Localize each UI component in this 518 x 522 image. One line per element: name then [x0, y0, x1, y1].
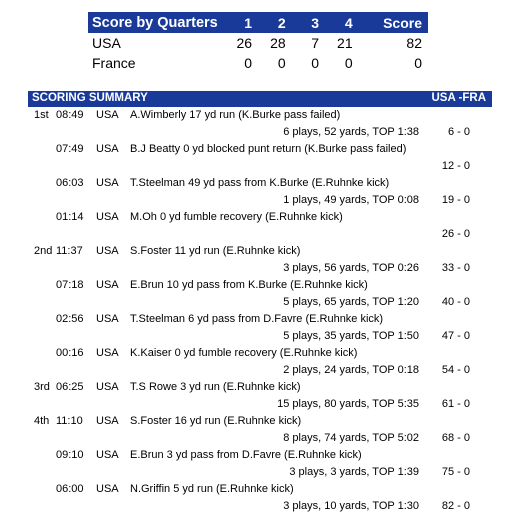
quarter-4-header: 4	[319, 12, 353, 33]
play-team: USA	[96, 245, 119, 257]
total-score: 0	[414, 55, 422, 71]
running-score: 61 - 0	[441, 398, 470, 410]
running-score: 26 - 0	[441, 228, 470, 240]
quarter-1-header: 1	[218, 12, 252, 33]
drive-line	[0, 260, 518, 277]
team-name: France	[92, 55, 136, 71]
scoring-play	[0, 141, 518, 158]
play-team: USA	[96, 313, 119, 325]
play-description: M.Oh 0 yd fumble recovery (E.Ruhnke kick)	[130, 211, 343, 223]
play-time: 06:25	[56, 381, 84, 393]
teams-label: USA -FRA	[431, 92, 486, 104]
quarter-score: 0	[344, 55, 353, 71]
drive-line	[0, 362, 518, 379]
play-quarter: 3rd	[34, 381, 50, 393]
drive-summary: 3 plays, 10 yards, TOP 1:30	[283, 500, 419, 512]
play-description: E.Brun 10 yd pass from K.Burke (E.Ruhnke kick)	[130, 279, 368, 291]
running-score: 19 - 0	[441, 194, 470, 206]
quarter-score: 26	[236, 35, 253, 51]
total-score: 82	[406, 35, 422, 51]
scoring-play	[0, 175, 518, 192]
play-time: 01:14	[56, 211, 84, 223]
running-score: 6 - 0	[447, 126, 470, 138]
drive-line	[0, 328, 518, 345]
scoring-play	[0, 209, 518, 226]
play-description: T.Steelman 49 yd pass from K.Burke (E.Ruhnke kick)	[130, 177, 390, 189]
scoring-summary-title: SCORING SUMMARY	[32, 92, 148, 104]
play-team: USA	[96, 347, 119, 359]
play-time: 06:03	[56, 177, 84, 189]
play-time: 02:56	[56, 313, 84, 325]
play-team: USA	[96, 143, 119, 155]
play-description: E.Brun 3 yd pass from D.Favre (E.Ruhnke kick)	[130, 449, 362, 461]
play-description: S.Foster 16 yd run (E.Ruhnke kick)	[130, 415, 302, 427]
quarters-header-row	[88, 12, 428, 33]
play-time: 07:49	[56, 143, 84, 155]
drive-summary: 2 plays, 24 yards, TOP 0:18	[283, 364, 419, 376]
quarter-score: 7	[311, 35, 320, 51]
score-by-quarters-table	[88, 12, 428, 73]
play-time: 06:00	[56, 483, 84, 495]
play-team: USA	[96, 279, 119, 291]
scoring-play	[0, 107, 518, 124]
quarter-score: 0	[244, 55, 253, 71]
quarter-2-header: 2	[252, 12, 286, 33]
play-description: B.J Beatty 0 yd blocked punt return (K.Burke pass failed)	[130, 143, 407, 155]
team-row-usa	[88, 33, 428, 53]
scoring-play	[0, 481, 518, 498]
running-score: 54 - 0	[441, 364, 470, 376]
drive-line	[0, 158, 518, 175]
running-score: 12 - 0	[441, 160, 470, 172]
drive-summary: 3 plays, 3 yards, TOP 1:39	[289, 466, 419, 478]
scoring-play	[0, 311, 518, 328]
running-score: 82 - 0	[441, 500, 470, 512]
play-team: USA	[96, 415, 119, 427]
running-score: 40 - 0	[441, 296, 470, 308]
drive-line	[0, 498, 518, 515]
team-name: USA	[92, 35, 121, 51]
play-quarter: 4th	[34, 415, 50, 427]
drive-summary: 15 plays, 80 yards, TOP 5:35	[277, 398, 419, 410]
running-score: 47 - 0	[441, 330, 470, 342]
drive-line	[0, 430, 518, 447]
drive-line	[0, 192, 518, 209]
play-quarter: 1st	[34, 109, 49, 121]
quarters-title: Score by Quarters	[88, 12, 218, 33]
drive-summary: 6 plays, 52 yards, TOP 1:38	[283, 126, 419, 138]
scoring-play	[0, 345, 518, 362]
play-time: 11:37	[56, 245, 83, 257]
scoring-play	[0, 447, 518, 464]
scoring-summary-header	[28, 91, 492, 107]
play-team: USA	[96, 177, 119, 189]
team-row-france	[88, 53, 428, 73]
play-quarter: 2nd	[34, 245, 53, 257]
play-team: USA	[96, 483, 119, 495]
play-team: USA	[96, 449, 119, 461]
scoring-play	[0, 243, 518, 260]
play-team: USA	[96, 381, 119, 393]
drive-line	[0, 294, 518, 311]
play-description: T.Steelman 6 yd pass from D.Favre (E.Ruhnke kick)	[130, 313, 384, 325]
play-description: K.Kaiser 0 yd fumble recovery (E.Ruhnke kick)	[130, 347, 358, 359]
drive-line	[0, 124, 518, 141]
scoring-play	[0, 277, 518, 294]
play-time: 11:10	[56, 415, 83, 427]
drive-summary: 5 plays, 35 yards, TOP 1:50	[283, 330, 419, 342]
drive-summary: 3 plays, 56 yards, TOP 0:26	[283, 262, 419, 274]
quarter-3-header: 3	[286, 12, 319, 33]
running-score: 75 - 0	[441, 466, 470, 478]
play-team: USA	[96, 211, 119, 223]
running-score: 68 - 0	[441, 432, 470, 444]
quarter-score: 0	[311, 55, 320, 71]
drive-summary: 8 plays, 74 yards, TOP 5:02	[283, 432, 419, 444]
quarter-score: 21	[337, 35, 353, 51]
play-time: 00:16	[56, 347, 84, 359]
drive-line	[0, 396, 518, 413]
play-time: 07:18	[56, 279, 84, 291]
scoring-play	[0, 413, 518, 430]
quarter-score: 0	[277, 55, 286, 71]
play-time: 09:10	[56, 449, 84, 461]
drive-summary: 1 plays, 49 yards, TOP 0:08	[283, 194, 419, 206]
drive-line	[0, 464, 518, 481]
drive-line	[0, 226, 518, 243]
drive-summary: 5 plays, 65 yards, TOP 1:20	[283, 296, 419, 308]
play-time: 08:49	[56, 109, 84, 121]
play-description: S.Foster 11 yd run (E.Ruhnke kick)	[130, 245, 301, 257]
play-description: T.S Rowe 3 yd run (E.Ruhnke kick)	[130, 381, 301, 393]
play-description: A.Wimberly 17 yd run (K.Burke pass failed)	[130, 109, 341, 121]
quarter-score: 28	[270, 35, 286, 51]
scoring-summary-list	[0, 107, 518, 515]
play-team: USA	[96, 109, 119, 121]
total-score-header: Score	[353, 12, 428, 33]
running-score: 33 - 0	[441, 262, 470, 274]
scoring-play	[0, 379, 518, 396]
play-description: N.Griffin 5 yd run (E.Ruhnke kick)	[130, 483, 294, 495]
